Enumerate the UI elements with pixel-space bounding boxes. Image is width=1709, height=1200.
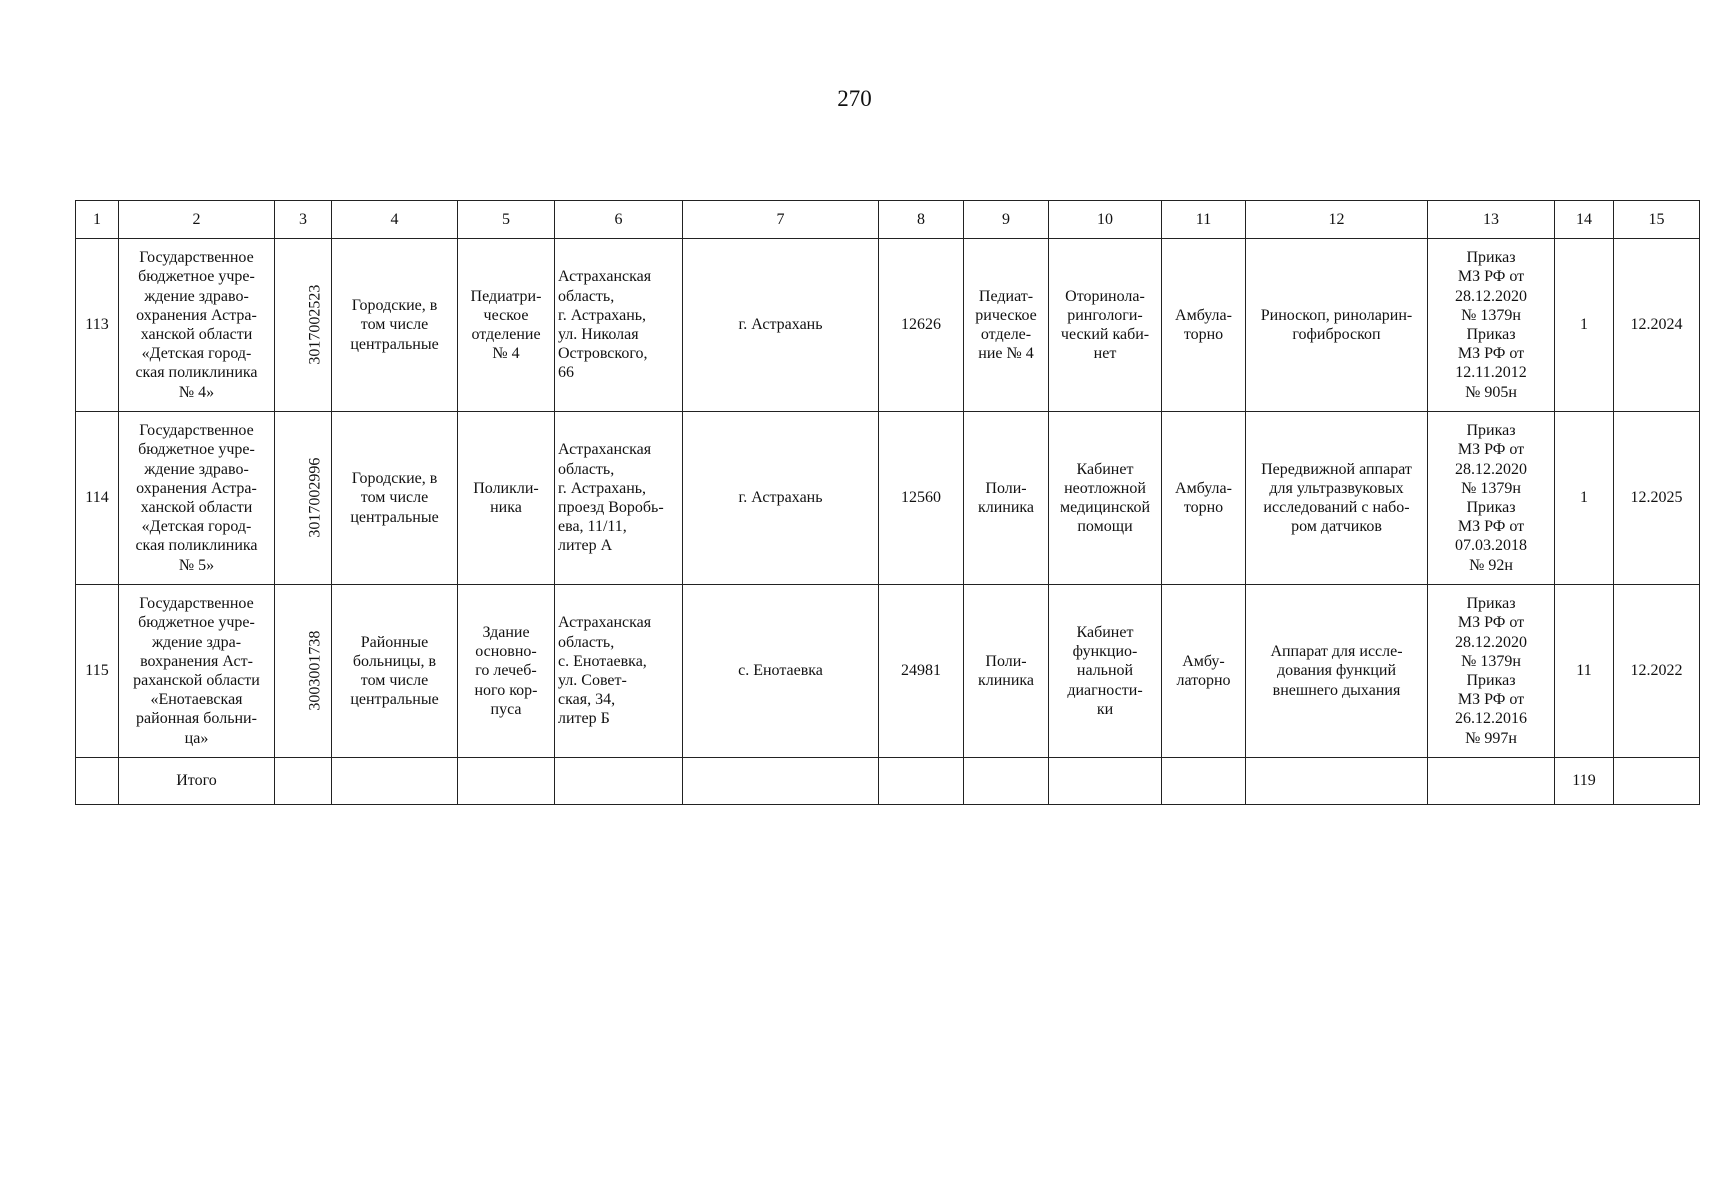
row-number: 113 bbox=[76, 239, 119, 412]
header-cell: 2 bbox=[119, 201, 275, 239]
org-code: 3003001738 bbox=[306, 631, 324, 711]
city: г. Астрахань bbox=[683, 239, 879, 412]
org-code-cell bbox=[275, 412, 332, 585]
empty-cell bbox=[879, 758, 964, 805]
empty-cell bbox=[275, 758, 332, 805]
empty-cell bbox=[555, 758, 683, 805]
empty-cell bbox=[1049, 758, 1162, 805]
equipment-table bbox=[75, 200, 1700, 805]
header-cell: 10 bbox=[1049, 201, 1162, 239]
row-number: 114 bbox=[76, 412, 119, 585]
facility-type: Городские, в том числе центральные bbox=[332, 239, 458, 412]
due-date: 12.2024 bbox=[1614, 239, 1700, 412]
quantity: 1 bbox=[1555, 239, 1614, 412]
equipment: Аппарат для иссле- дования функций внешнего дыхания bbox=[1246, 585, 1428, 758]
org-code-cell bbox=[275, 585, 332, 758]
header-cell: 3 bbox=[275, 201, 332, 239]
organization-name: Государственное бюджетное учре- ждение здраво- охранения Астра- ханской области «Детская город- ская поликлиника № 5» bbox=[119, 412, 275, 585]
header-cell: 6 bbox=[555, 201, 683, 239]
empty-cell bbox=[76, 758, 119, 805]
empty-cell bbox=[332, 758, 458, 805]
empty-cell bbox=[1162, 758, 1246, 805]
total-row bbox=[76, 758, 1700, 805]
code-number: 12560 bbox=[879, 412, 964, 585]
equipment: Риноскоп, риноларин- гофиброскоп bbox=[1246, 239, 1428, 412]
room: Оторинола- рингологи- ческий каби- нет bbox=[1049, 239, 1162, 412]
org-code: 3017002523 bbox=[306, 285, 324, 365]
header-cell: 8 bbox=[879, 201, 964, 239]
unit-name: Поликли- ника bbox=[458, 412, 555, 585]
address: Астраханская область, с. Енотаевка, ул. Совет- ская, 34, литер Б bbox=[555, 585, 683, 758]
empty-cell bbox=[458, 758, 555, 805]
header-cell: 5 bbox=[458, 201, 555, 239]
order-reference: Приказ МЗ РФ от 28.12.2020 № 1379н Приказ МЗ РФ от 26.12.2016 № 997н bbox=[1428, 585, 1555, 758]
header-cell: 4 bbox=[332, 201, 458, 239]
care-mode: Амбула- торно bbox=[1162, 239, 1246, 412]
header-cell: 9 bbox=[964, 201, 1049, 239]
total-quantity: 119 bbox=[1555, 758, 1614, 805]
page-number: 270 bbox=[837, 86, 872, 111]
department: Поли- клиника bbox=[964, 412, 1049, 585]
empty-cell bbox=[1428, 758, 1555, 805]
department: Поли- клиника bbox=[964, 585, 1049, 758]
header-cell: 13 bbox=[1428, 201, 1555, 239]
facility-type: Районные больницы, в том числе центральные bbox=[332, 585, 458, 758]
room: Кабинет функцио- нальной диагности- ки bbox=[1049, 585, 1162, 758]
address: Астраханская область, г. Астрахань, проезд Воробь- ева, 11/11, литер А bbox=[555, 412, 683, 585]
equipment: Передвижной аппарат для ультразвуковых исследований с набо- ром датчиков bbox=[1246, 412, 1428, 585]
order-reference: Приказ МЗ РФ от 28.12.2020 № 1379н Приказ МЗ РФ от 07.03.2018 № 92н bbox=[1428, 412, 1555, 585]
row-number: 115 bbox=[76, 585, 119, 758]
header-cell: 7 bbox=[683, 201, 879, 239]
header-cell: 15 bbox=[1614, 201, 1700, 239]
due-date: 12.2025 bbox=[1614, 412, 1700, 585]
organization-name: Государственное бюджетное учре- ждение здраво- охранения Астра- ханской области «Детская город- ская поликлиника № 4» bbox=[119, 239, 275, 412]
department: Педиат- рическое отделе- ние № 4 bbox=[964, 239, 1049, 412]
unit-name: Здание основно- го лечеб- ного кор- пуса bbox=[458, 585, 555, 758]
facility-type: Городские, в том числе центральные bbox=[332, 412, 458, 585]
empty-cell bbox=[683, 758, 879, 805]
empty-cell bbox=[1614, 758, 1700, 805]
quantity: 11 bbox=[1555, 585, 1614, 758]
room: Кабинет неотложной медицинской помощи bbox=[1049, 412, 1162, 585]
total-label: Итого bbox=[119, 758, 275, 805]
address: Астраханская область, г. Астрахань, ул. Николая Островского, 66 bbox=[555, 239, 683, 412]
code-number: 24981 bbox=[879, 585, 964, 758]
header-row bbox=[76, 201, 1700, 239]
header-cell: 14 bbox=[1555, 201, 1614, 239]
table-row bbox=[76, 412, 1700, 585]
unit-name: Педиатри- ческое отделение № 4 bbox=[458, 239, 555, 412]
city: г. Астрахань bbox=[683, 412, 879, 585]
empty-cell bbox=[1246, 758, 1428, 805]
org-code: 3017002996 bbox=[306, 458, 324, 538]
quantity: 1 bbox=[1555, 412, 1614, 585]
header-cell: 12 bbox=[1246, 201, 1428, 239]
empty-cell bbox=[964, 758, 1049, 805]
table-row bbox=[76, 239, 1700, 412]
city: с. Енотаевка bbox=[683, 585, 879, 758]
care-mode: Амбу- латорно bbox=[1162, 585, 1246, 758]
header-cell: 1 bbox=[76, 201, 119, 239]
header-cell: 11 bbox=[1162, 201, 1246, 239]
code-number: 12626 bbox=[879, 239, 964, 412]
due-date: 12.2022 bbox=[1614, 585, 1700, 758]
organization-name: Государственное бюджетное учре- ждение здра- вохранения Аст- раханской области «Енотаевская районная больни- ца» bbox=[119, 585, 275, 758]
order-reference: Приказ МЗ РФ от 28.12.2020 № 1379н Приказ МЗ РФ от 12.11.2012 № 905н bbox=[1428, 239, 1555, 412]
org-code-cell bbox=[275, 239, 332, 412]
care-mode: Амбула- торно bbox=[1162, 412, 1246, 585]
table-row bbox=[76, 585, 1700, 758]
